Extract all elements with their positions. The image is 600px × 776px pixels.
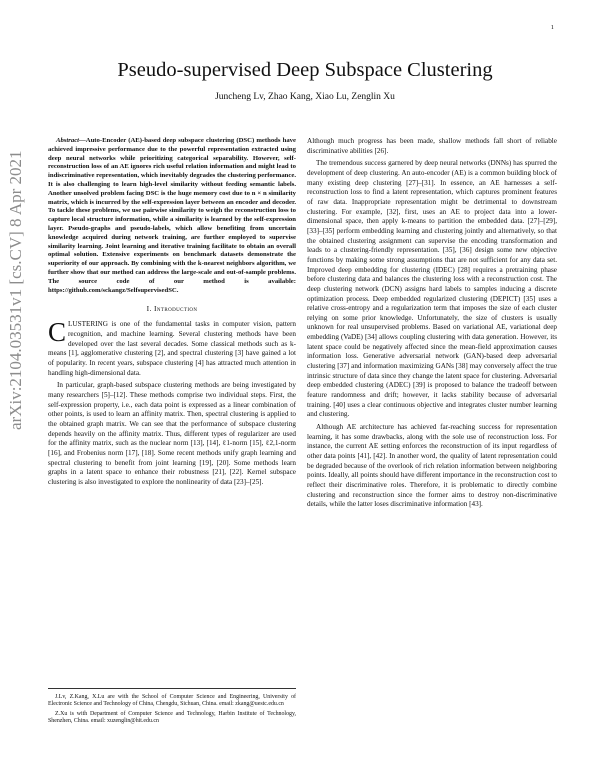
abstract — [48, 137, 296, 295]
intro-paragraph-3: Although much progress has been made, shallow methods fall short of reliable discriminative abilities [26]. — [307, 137, 557, 155]
intro-paragraph-4: The tremendous success garnered by deep neural networks (DNNs) has spurred the development of deep clustering. An auto-encoder (AE) is a common building block of many existing deep clustering [27]–[31]. In essence, an AE harnesses a self-reconstruction loss to find a latent representation, which captures prominent features of raw data. Inappropriate representation might be detrimental to downstream clustering. For example, [32], first, uses an AE to project data into a lower-dimensional space, then apply k-means to partition the embedded data. [27]–[29], [33]–[35] perform embedding learning and clustering jointly and alternatively, so that the obtained clustering assignment can supervise the encoding transformation and leads to a clustering-friendly representation. [35], [36] design some new objective functions by making some strong assumptions that are not sufficient for any data set. Improved deep embedding for clustering (IDEC) [28] requires a pretraining phase before clustering data and balances the clustering loss with a reconstruction cost. The deep clustering network (DCN) assigns hard labels to samples inducing a discrete optimization process. Deep embedded regularized clustering (DEPICT) [35] uses a relative cross-entropy and a regularization term that imposes the size of each cluster relying on some prior knowledge. Unfortunately, the size of clusters is usually unknown for real unsupervised problems. Based on variational AE, variational deep embedding (VaDE) [34] allows coupling clustering with data generation. However, its latent space could be negatively affected since the mean-field approximation causes information loss. Generative adversarial network (GAN)-based deep adversarial clustering [37] and information maximizing GANs [38] may conversely affect the true intrinsic structure of data since they change the latent space for clustering. Adversarial deep embedded clustering (ADEC) [39] is proposed to balance the tradeoff between feature randomness and drift; however, it lacks stability because of adversarial training. [40] uses a clear continuous objective and integrates cluster number learning and clustering. — [307, 159, 557, 419]
left-column — [48, 137, 296, 488]
footnote-affiliation-2: Z.Xu is with Department of Computer Science and Technology, Harbin Institute of Technology, Shenzhen, China. email: xuzenglin@hit.edu.cn — [48, 710, 296, 724]
paper-authors: Juncheng Lv, Zhao Kang, Xiao Lu, Zenglin Xu — [215, 92, 395, 102]
footnotes — [48, 688, 296, 727]
footnote-affiliation-1: J.Lv, Z.Kang, X.Lu are with the School of Computer Science and Engineering, University of Electronic Science and Technology of China, Chengdu, Sichuan, China. email: zkang@uestc.edu.cn — [48, 694, 296, 708]
abstract-label: Abstract — [56, 137, 80, 144]
right-column — [307, 137, 557, 510]
arxiv-identifier: arXiv:2104.03531v1 [cs.CV] 8 Apr 2021 — [6, 150, 25, 430]
abstract-text: —Auto-Encoder (AE)-based deep subspace clustering (DSC) methods have achieved impressive performance due to the powerful representation extracted using deep neural networks while prioritizing categorical separability. However, self-reconstruction loss of an AE ignores rich useful relation information and might lead to indiscriminative representation, which inevitably degrades the clustering performance. It is also challenging to learn high-level similarity without feeding semantic labels. Another unsolved problem facing DSC is the huge memory cost due to n × n similarity matrix, which is incurred by the self-expression layer between an encoder and decoder. To tackle these problems, we use pairwise similarity to weigh the reconstruction loss to capture local structure information, while a similarity is learned by the self-expression layer. Pseudo-graphs and pseudo-labels, which allow benefiting from uncertain knowledge acquired during network training, are further employed to supervise similarity learning. Joint learning and iterative training facilitate to obtain an overall optimal solution. Extensive experiments on benchmark datasets demonstrate the superiority of our approach. By combining with the k-nearest neighbors algorithm, we further show that our method can address the large-scale and out-of-sample problems. The source code of our method is available: https://github.com/sckangz/SelfsupervisedSC. — [48, 137, 296, 294]
paper-title: Pseudo-supervised Deep Subspace Clustering — [117, 59, 493, 81]
intro-paragraph-1: CLUSTERING is one of the fundamental tasks in computer vision, pattern recognition, and machine learning. Several clustering methods have been developed over the last several decades. Some classical methods such as k-means [1], agglomerative clustering [2], and spectral clustering [3] have gained a lot of popularity. In recent years, subspace clustering [4] has attracted much attention in handling high-dimensional data. — [48, 317, 296, 377]
drop-cap-letter: C — [48, 317, 67, 348]
intro-paragraph-2: In particular, graph-based subspace clustering methods are being investigated by many researchers [5]–[12]. These methods comprise two individual steps. First, the self-expression property, i.e., each data point is expressed as a linear combination of other points, is used to learn an affinity matrix. Then, spectral clustering is applied to the obtained graph matrix. We can see that the performance of subspace clustering depends heavily on the affinity matrix. Thus, different types of regularizer are used for the affinity matrix, such as the nuclear norm [13], [14], ℓ1-norm [15], ℓ2,1-norm [16], and Frobenius norm [17], [18]. Some recent methods unify graph learning and spectral clustering to benefit from joint learning [19], [20]. Some methods learn graphs in a latent space to enhance their robustness [21], [22]. Kernel subspace clustering is also investigated to explore the nonlinearity of data [23]–[25]. — [48, 381, 296, 486]
intro-paragraph-5: Although AE architecture has achieved far-reaching success for representation learning, it has some drawbacks, along with the sole use of reconstruction loss. For instance, the current AE setting enforces the reconstruction of its input regardless of other data points [41], [42]. In another word, the quality of latent representation could be degraded because of the overlook of rich relation information between neighboring points. Ideally, all points should have different importance in the reconstruction cost to reflect their discriminative roles. Therefore, it is problematic to directly combine clustering and reconstruction since the former aims to destroy non-discriminative details, while the latter loses discriminative information [43]. — [307, 423, 557, 509]
section-heading-introduction: I. Introduction — [146, 304, 198, 314]
page-number: 1 — [550, 24, 554, 31]
drop-cap-word-rest: LUSTERING — [68, 320, 108, 329]
